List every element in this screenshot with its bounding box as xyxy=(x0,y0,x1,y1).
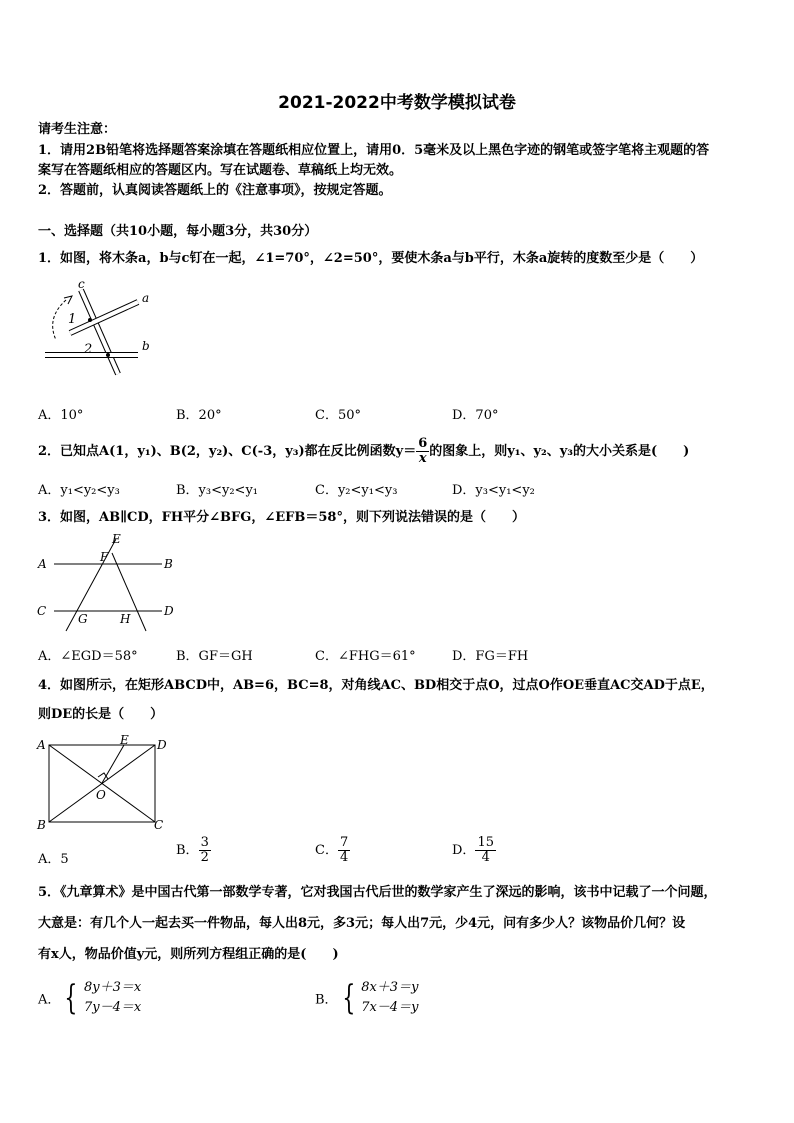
question-5-line-2: 大意是：有几个人一起去买一件物品，每人出8元，多3元；每人出7元，少4元，问有多少人？该物品价几何？设 xyxy=(38,916,686,931)
fraction-numerator: 3 xyxy=(200,835,209,850)
notice-heading: 请考生注意： xyxy=(38,122,117,137)
equation-system-b xyxy=(361,978,418,1018)
label-d: D xyxy=(164,604,174,618)
equation-1: 8y＋3＝x xyxy=(84,980,142,995)
question-2-option-b[interactable]: B．y₃<y₂<y₁ xyxy=(176,483,259,498)
section-heading: 一、选择题（共10小题，每小题3分，共30分） xyxy=(38,224,318,239)
brace-icon: { xyxy=(64,978,78,1018)
fraction-numerator: 7 xyxy=(339,835,349,850)
question-3-option-d[interactable]: D．FG＝FH xyxy=(452,649,529,664)
question-5-line-1: 5．《九章算术》是中国古代第一部数学专著，它对我国古代后世的数学家产生了深远的影响，该书中记载了一个问题， xyxy=(38,885,717,900)
label-d: D xyxy=(157,738,167,752)
segment-oe xyxy=(102,745,124,783)
question-4-option-a[interactable]: A．5 xyxy=(38,852,69,867)
label-e: E xyxy=(120,734,129,747)
label-a: A xyxy=(37,738,46,752)
fraction-denominator: x xyxy=(418,451,427,466)
fraction-denominator: 4 xyxy=(481,850,490,865)
question-4-stem-line-2: 则DE的长是（ ） xyxy=(38,707,164,722)
option-a-label: A． xyxy=(38,992,61,1008)
question-3-stem: 3．如图，AB∥CD，FH平分∠BFG，∠EFB＝58°，则下列说法错误的是（ ） xyxy=(38,510,525,525)
label-b: B xyxy=(37,818,46,832)
right-angle-mark xyxy=(98,773,108,779)
notice-line-2: 案写在答题纸相应的答题区内。写在试题卷、草稿纸上均无效。 xyxy=(38,163,403,178)
question-2-option-c[interactable]: C．y₂<y₁<y₃ xyxy=(315,483,398,498)
strip-c xyxy=(81,290,118,374)
question-1-option-c[interactable]: C．50° xyxy=(315,408,361,423)
option-c-fraction xyxy=(338,836,350,865)
question-1-figure xyxy=(38,278,168,386)
option-d-fraction xyxy=(475,836,496,865)
question-2-option-a[interactable]: A．y₁<y₂<y₃ xyxy=(38,483,120,498)
label-c: C xyxy=(154,818,164,832)
label-e: E xyxy=(112,533,121,546)
fraction-numerator: 15 xyxy=(477,835,494,850)
option-b-label: B． xyxy=(176,843,199,858)
question-4-option-b[interactable] xyxy=(176,836,211,865)
question-4-option-c[interactable] xyxy=(315,836,350,865)
fraction-denominator: 4 xyxy=(339,850,349,865)
label-c: c xyxy=(78,278,85,291)
question-1-stem: 1．如图，将木条a，b与c钉在一起，∠1=70°，∠2=50°，要使木条a与b平行，木条a旋转的度数至少是（ ） xyxy=(38,251,704,266)
question-3-option-b[interactable]: B．GF＝GH xyxy=(176,649,253,664)
question-3-option-c[interactable]: C．∠FHG＝61° xyxy=(315,649,416,664)
label-f: F xyxy=(100,550,109,564)
question-4-stem-line-1: 4．如图所示，在矩形ABCD中，AB=6，BC=8，对角线AC、BD相交于点O，过点O作OE垂直AC交AD于点E， xyxy=(38,678,714,693)
fraction-numerator: 6 xyxy=(418,436,428,451)
question-5-option-b[interactable] xyxy=(315,978,418,1018)
question-5-option-a[interactable] xyxy=(38,978,141,1018)
equation-1: 8x＋3＝y xyxy=(361,980,419,995)
question-1-option-d[interactable]: D．70° xyxy=(452,408,499,423)
label-a: a xyxy=(142,291,150,305)
label-g: G xyxy=(78,612,88,626)
question-2-stem xyxy=(38,437,689,466)
question-1-option-a[interactable]: A．10° xyxy=(38,408,84,423)
option-b-fraction xyxy=(199,836,211,865)
label-angle-2: 2 xyxy=(84,342,93,357)
page-title: 2021-2022中考数学模拟试卷 xyxy=(278,93,516,113)
equation-2: 7y－4＝x xyxy=(84,1000,142,1015)
question-2-stem-post: 的图象上，则y₁、y₂、y₃的大小关系是( ) xyxy=(429,444,690,459)
option-c-label: C． xyxy=(315,843,338,858)
question-1-option-b[interactable]: B．20° xyxy=(176,408,222,423)
label-b: B xyxy=(164,557,173,571)
brace-icon: { xyxy=(341,978,355,1018)
question-5-line-3: 有x人，物品价值y元，则所列方程组正确的是( ) xyxy=(38,947,339,962)
line-eg xyxy=(66,539,116,631)
equation-2: 7x－4＝y xyxy=(361,1000,419,1015)
question-4-figure xyxy=(34,734,174,832)
label-angle-1: 1 xyxy=(68,312,77,327)
option-d-label: D． xyxy=(452,843,476,858)
question-3-option-a[interactable]: A．∠EGD＝58° xyxy=(38,649,138,664)
fraction-denominator: 2 xyxy=(200,850,209,865)
label-c: C xyxy=(37,604,47,618)
label-a: A xyxy=(38,557,47,571)
question-2-stem-pre: 2．已知点A(1，y₁)、B(2，y₂)、C(-3，y₃)都在反比例函数y＝ xyxy=(38,444,417,459)
option-b-label: B． xyxy=(315,992,338,1008)
question-2-option-d[interactable]: D．y₃<y₁<y₂ xyxy=(452,483,535,498)
strip-a xyxy=(70,302,138,333)
label-b: b xyxy=(142,339,150,353)
question-4-option-d[interactable] xyxy=(452,836,496,865)
question-3-figure xyxy=(34,533,184,633)
label-o: O xyxy=(96,788,106,802)
notice-line-3: 2．答题前，认真阅读答题纸上的《注意事项》，按规定答题。 xyxy=(38,183,392,198)
notice-line-1: 1．请用2B铅笔将选择题答案涂填在答题纸相应位置上，请用0．5毫米及以上黑色字迹的钢笔或签字笔将主观题的答 xyxy=(38,143,710,158)
label-h: H xyxy=(120,612,131,626)
equation-system-a xyxy=(84,978,141,1018)
rotation-arrow xyxy=(53,300,66,340)
question-2-fraction xyxy=(416,437,429,466)
